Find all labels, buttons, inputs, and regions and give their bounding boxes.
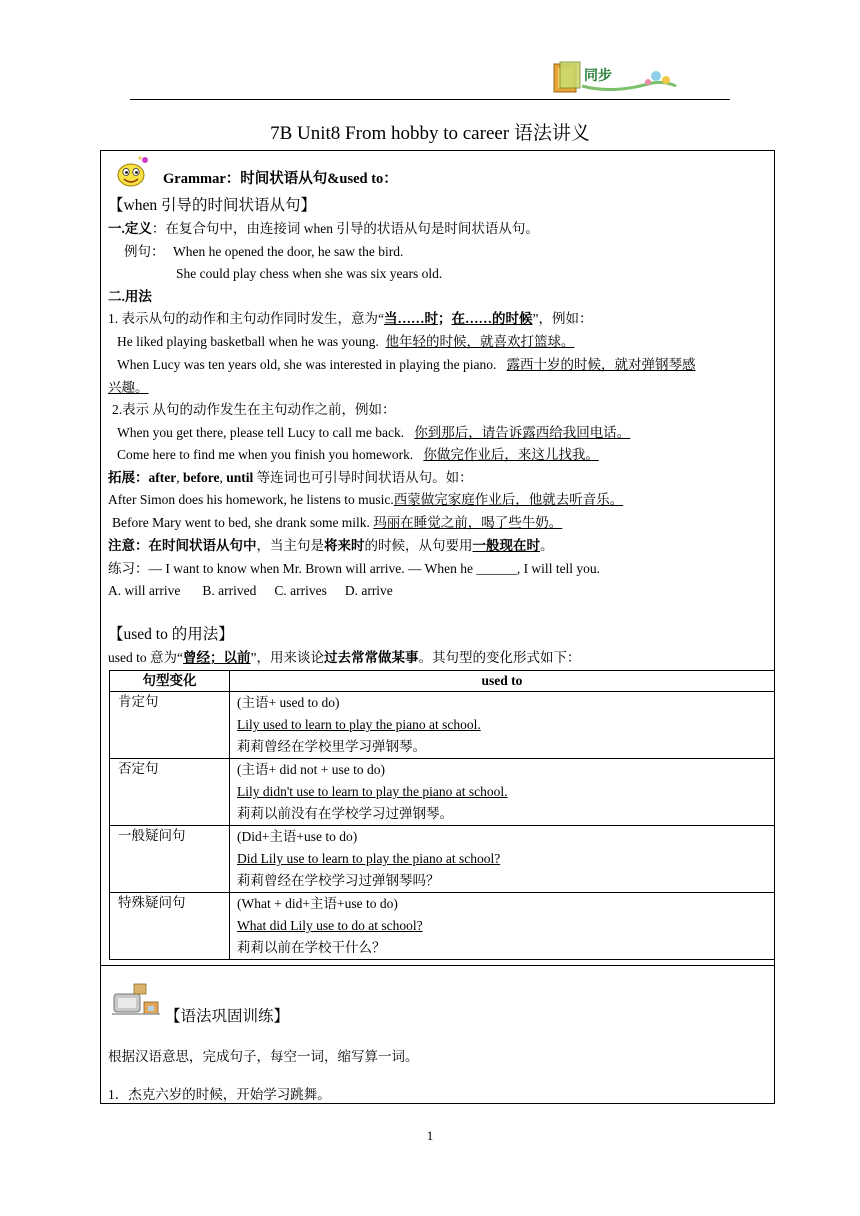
usage-1-example-1	[117, 333, 574, 351]
table-header-type: 句型变化	[110, 671, 230, 692]
row-example: Lily didn't use to learn to play the piano at school.	[237, 784, 508, 799]
usage-2-line: 2.表示 从句的动作发生在主句动作之前，例如：	[112, 402, 396, 417]
usedto-intro-text-3: 。其句型的变化形式如下：	[418, 650, 581, 665]
row-type: 一般疑问句	[110, 826, 230, 893]
table-row	[110, 826, 775, 893]
example-sentence-2: She could play chess when she was six years old.	[176, 266, 443, 281]
usage-2-cn-2: 你做完作业后，来这儿找我。	[423, 447, 599, 462]
section-usedto-title: 【used to 的用法】	[108, 626, 234, 643]
sync-logo	[552, 60, 680, 96]
logo-text: 同步	[584, 68, 612, 84]
expand-en-2: Before Mary went to bed, she drank some milk.	[112, 515, 370, 530]
option-a[interactable]: A. will arrive	[108, 583, 181, 598]
definition-label: 一.定义	[108, 221, 152, 236]
section-when-title: 【when 引导的时间状语从句】	[108, 197, 316, 214]
usedto-intro-text-1: used to 意为“	[108, 650, 183, 665]
grammar-heading: Grammar：时间状语从句&used to：	[163, 171, 398, 187]
note-text-1: ，当主句是	[256, 538, 324, 553]
expand-word-before: before	[182, 470, 220, 485]
note-bold-1: 注意：在时间状语从句中	[108, 538, 257, 553]
table-header-usedto: used to	[230, 671, 775, 692]
table-row	[110, 893, 775, 960]
table-header-row	[110, 671, 775, 692]
expand-word-until: until	[226, 470, 254, 485]
training-question-1: 1．杰克六岁的时候，开始学习跳舞。	[108, 1087, 331, 1102]
usage-2-example-1	[117, 424, 630, 442]
row-translation: 莉莉以前在学校干什么？	[237, 940, 386, 955]
header-rule	[130, 99, 730, 100]
usage-1-sep: ；	[438, 311, 452, 326]
usage-1-en-1: He liked playing basketball when he was young.	[117, 334, 379, 349]
usage-1-prefix: 1. 表示从句的动作和主句动作同时发生，意为“	[108, 311, 384, 326]
usage-1-en-2: When Lucy was ten years old, she was interested in playing the piano.	[117, 357, 497, 372]
row-type: 否定句	[110, 759, 230, 826]
note-text-2: 的时候，从句要用	[364, 538, 473, 553]
practice-options	[108, 582, 393, 600]
usage-2-example-2	[117, 446, 599, 464]
row-pattern: (主语+ did not + use to do)	[237, 762, 385, 777]
usage-2-en-2: Come here to find me when you finish you homework.	[117, 447, 414, 462]
usage-1-cn-2b: 兴趣。	[108, 380, 149, 395]
usage-1-line	[108, 310, 593, 328]
practice-question: 练习：— I want to know when Mr. Brown will arrive. — When he ______, I will tell you.	[108, 561, 601, 576]
usage-2-cn-1: 你到那后，请告诉露西给我回电话。	[414, 425, 631, 440]
option-d[interactable]: D. arrive	[344, 583, 393, 598]
row-content	[230, 893, 775, 960]
table-row	[110, 759, 775, 826]
note-text-3: 。	[540, 538, 554, 553]
row-pattern: (Did+主语+use to do)	[237, 829, 358, 844]
usage-1-cn-1: 他年轻的时候，就喜欢打篮球。	[385, 334, 575, 349]
usage-2-en-1: When you get there, please tell Lucy to call me back.	[117, 425, 405, 440]
example-label: 例句：	[124, 244, 165, 259]
study-desk-icon	[110, 980, 162, 1020]
usedto-intro-text-2: ”，用来谈论	[250, 650, 324, 665]
expand-cn-1: 西蒙做完家庭作业后，他就去听音乐。	[393, 492, 624, 507]
expand-word-after: after	[148, 470, 177, 485]
row-example: Did Lily use to learn to play the piano at school?	[237, 851, 501, 866]
expand-example-2	[112, 514, 562, 532]
row-pattern: (What + did+主语+use to do)	[237, 896, 398, 911]
note-bold-2: 将来时	[324, 538, 365, 553]
row-content	[230, 759, 775, 826]
smiley-icon	[114, 155, 152, 189]
expand-comma-1: ,	[176, 470, 183, 485]
row-translation: 莉莉曾经在学校里学习弹钢琴。	[237, 739, 426, 754]
note-line	[108, 537, 554, 555]
option-b[interactable]: B. arrived	[202, 583, 257, 598]
row-content	[230, 692, 775, 759]
page-number: 1	[426, 1128, 434, 1143]
row-content	[230, 826, 775, 893]
example-sentence-1: When he opened the door, he saw the bird.	[173, 244, 404, 259]
row-translation: 莉莉曾经在学校学习过弹钢琴吗？	[237, 873, 440, 888]
usedto-intro	[108, 649, 581, 667]
row-example: Lily used to learn to play the piano at school.	[237, 717, 481, 732]
training-instruction: 根据汉语意思，完成句子，每空一词，缩写算一词。	[108, 1049, 419, 1064]
expand-example-1	[108, 491, 623, 509]
row-type: 特殊疑问句	[110, 893, 230, 960]
usage-label: 二.用法	[108, 289, 152, 304]
definition-text: ：在复合句中，由连接词 when 引导的状语从句是时间状语从句。	[151, 221, 539, 236]
expand-text: 等连词也可引导时间状语从句。如：	[253, 470, 473, 485]
expand-comma-2: ,	[219, 470, 227, 485]
usedto-table	[109, 670, 775, 960]
option-c[interactable]: C. arrives	[274, 583, 327, 598]
row-translation: 莉莉以前没有在学校学习过弹钢琴。	[237, 806, 453, 821]
expand-line	[108, 469, 473, 487]
expand-label: 拓展：	[108, 470, 149, 485]
document-title: 7B Unit8 From hobby to career 语法讲义	[270, 123, 590, 144]
usedto-intro-bold-2: 过去常常做某事	[324, 650, 419, 665]
expand-en-1: After Simon does his homework, he listens to music.	[108, 492, 394, 507]
usage-1-example-2	[117, 356, 696, 374]
table-row	[110, 692, 775, 759]
row-type: 肯定句	[110, 692, 230, 759]
row-pattern: (主语+ used to do)	[237, 695, 340, 710]
usage-1-bold-2: 在……的时候	[451, 311, 533, 326]
usage-1-bold-1: 当……时	[384, 311, 438, 326]
note-bold-3: 一般现在时	[472, 538, 540, 553]
usedto-intro-bold-1: 曾经；以前	[183, 650, 251, 665]
usage-1-suffix: ”，例如：	[532, 311, 593, 326]
training-title: 【语法巩固训练】	[165, 1008, 290, 1025]
definition-line	[108, 220, 539, 238]
section-divider	[100, 965, 775, 966]
expand-cn-2: 玛丽在睡觉之前，喝了些牛奶。	[373, 515, 563, 530]
usage-1-cn-2a: 露西十岁的时候，就对弹钢琴感	[506, 357, 696, 372]
row-example: What did Lily use to do at school?	[237, 918, 423, 933]
